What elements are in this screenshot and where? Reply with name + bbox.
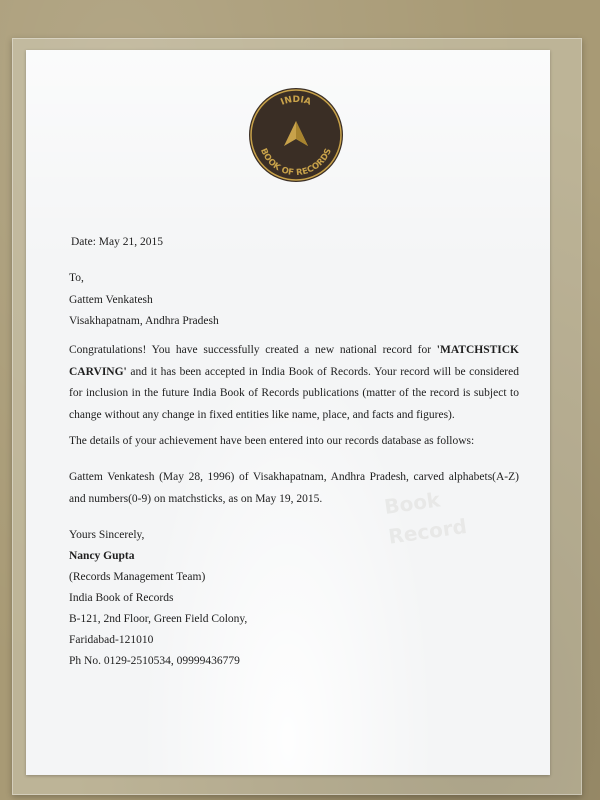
gold-arrow-shade bbox=[296, 121, 308, 146]
para1-body: and it has been accepted in India Book of Records. Your record will be considered for inclusion in the future India Book of Records publications (matter of the record is subject to change without any change in fixed entities like name, place, and facts and figures). bbox=[69, 365, 519, 421]
para1-intro: Congratulations! You have successfully created a new national record for bbox=[69, 344, 437, 356]
signatory-team: (Records Management Team) bbox=[69, 571, 206, 583]
logo-top-text: INDIA bbox=[279, 94, 313, 108]
watermark-line-1: Book bbox=[382, 487, 442, 519]
achievement-paragraph: Gattem Venkatesh (May 28, 1996) of Visakhapatnam, Andhra Pradesh, carved alphabets(A-Z) and numbers(0-9) on matchsticks, as on May 19, 2015. bbox=[69, 471, 519, 505]
address-line-2: Faridabad-121010 bbox=[69, 634, 154, 646]
recipient-location: Visakhapatnam, Andhra Pradesh bbox=[69, 315, 219, 327]
details-paragraph: The details of your achievement have been entered into our records database as follows: bbox=[69, 435, 475, 447]
organization-name: India Book of Records bbox=[69, 592, 174, 604]
logo-bottom-text: BOOK OF RECORDS bbox=[258, 147, 334, 179]
congratulations-paragraph bbox=[69, 340, 519, 426]
phone-number: Ph No. 0129-2510534, 09999436779 bbox=[69, 655, 240, 667]
letter-date: Date: May 21, 2015 bbox=[71, 236, 163, 248]
address-line-1: B-121, 2nd Floor, Green Field Colony, bbox=[69, 613, 248, 625]
letter-salutation: To, bbox=[69, 272, 84, 284]
india-book-of-records-logo bbox=[249, 88, 343, 182]
logo-emblem bbox=[249, 88, 343, 182]
recipient-name: Gattem Venkatesh bbox=[69, 294, 153, 306]
letter-closing: Yours Sincerely, bbox=[69, 529, 145, 541]
certificate-letter bbox=[26, 50, 550, 775]
watermark-line-2: Record bbox=[386, 513, 469, 549]
signatory-name: Nancy Gupta bbox=[69, 550, 135, 562]
record-title: 'MATCHSTICK CARVING' bbox=[69, 344, 519, 378]
